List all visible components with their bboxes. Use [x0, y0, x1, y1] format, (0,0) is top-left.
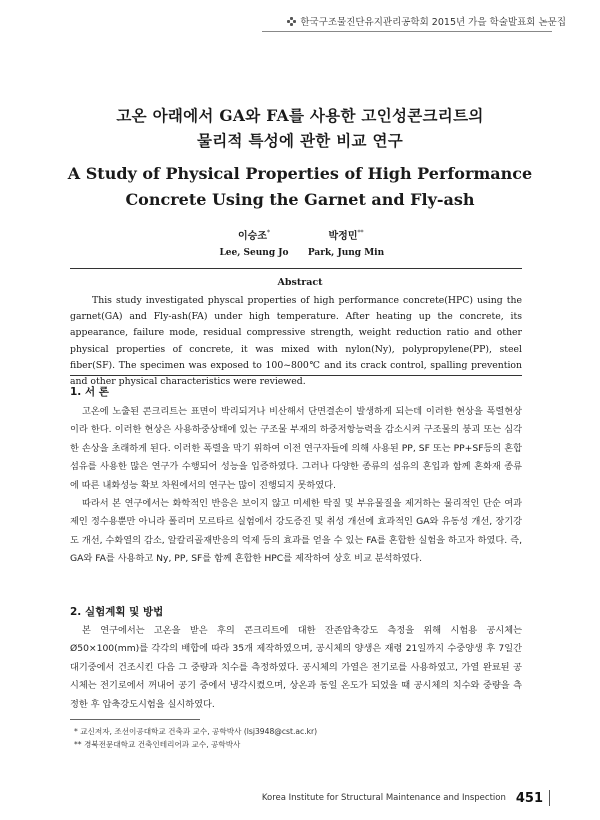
footer-bar [549, 790, 550, 806]
title-en-line: Concrete Using the Garnet and Fly-ash [125, 190, 475, 209]
author-name-ko: 이승조 [238, 231, 267, 242]
abstract-text: This study investigated physcal properties of high performance concrete(HPC) using the garnet(GA) and Fly-ash(FA) under high temperature. After heating up the concrete, its appearance, failure mode, residual compressive strength, weight reduction ratio and other physical properties of concrete, it was mixed with nylon(Ny), polypropylene(PP), steel fiber(SF). The specimen was exposed to 100~800℃ and its crack control, spalling prevention and other physical characteristics were reviewed. [70, 295, 522, 388]
divider [70, 375, 522, 376]
title-ko-line: 물리적 특성에 관한 비교 연구 [196, 131, 404, 150]
running-header [287, 14, 566, 28]
author [208, 227, 300, 258]
header-text: 한국구조물진단유지관리공학회 2015년 가을 학술발표회 논문집 [300, 17, 566, 28]
title-english [0, 161, 600, 213]
author-name-ko: 박정민 [328, 231, 358, 242]
footnote: ** 경북전문대학교 건축인테리어과 교수, 공학박사 [74, 740, 241, 749]
body-paragraph: 따라서 본 연구에서는 화학적인 반응은 보이지 않고 미세한 탁질 및 부유물질을 제거하는 물리적인 단순 여과제인 정수용뿐만 아니라 폴리머 모르타르 실험에서 강도증진 및 취성 개선에 효과적인 GA와 유동성 개선, 장기강도 개선, 수화열의 감소, 알칼리골재반응의 억제 등의 효과를 얻을 수 있는 FA를 혼합한 실험을 하고자 하였다. 즉, GA와 FA를 사용하고 Ny, PP, SF를 함께 혼합한 HPC를 제작하여 상호 비교 분석하였다. [70, 498, 522, 565]
page-number: 451 [515, 790, 543, 806]
author-name-en: Park, Jung Min [307, 248, 385, 258]
footer-institute: Korea Institute for Structural Maintenance and Inspection [261, 793, 506, 803]
title-ko-line: 고온 아래에서 GA와 FA를 사용한 고인성콘크리트의 [116, 106, 484, 125]
section-heading: 2. 실험계획 및 방법 [70, 606, 164, 618]
header-logo-icon [287, 17, 296, 26]
header-rule [262, 31, 552, 32]
body-paragraph: 고온에 노출된 콘크리트는 표면이 박리되거나 비산해서 단면결손이 발생하게 되는데 이러한 현상을 폭렬현상이라 한다. 이러한 현상은 사용하중상태에 있는 구조물 부재의 하중저항능력을 감소시켜 구조물의 붕괴 또는 심각한 손상을 초래하게 된다. 이러한 폭렬을 막기 위하여 이전 연구자들에 의해 사용된 PP, SF 또는 PP+SF등의 혼합섬유를 사용한 많은 연구가 수행되어 성능을 입증하였다. 그러나 다양한 종류의 섬유의 혼입과 함께 혼화재 종류에 따른 내화성능 확보 차원에서의 연구는 많이 진행되지 못하였다. [70, 406, 522, 491]
title-korean [0, 103, 600, 153]
abstract-heading: Abstract [277, 277, 323, 288]
footnote: * 교신저자, 조선이공대학교 건축과 교수, 공학박사 (lsj3948@cst.ac.kr) [74, 727, 318, 736]
author-block [0, 227, 600, 258]
footnote-rule [70, 719, 200, 720]
author-mark: * [266, 229, 270, 237]
page-footer [262, 790, 550, 806]
section-heading: 1. 서 론 [70, 386, 109, 398]
title-en-line: A Study of Physical Properties of High Performance [67, 164, 533, 183]
author [300, 227, 392, 258]
author-name-en: Lee, Seung Jo [219, 248, 289, 258]
body-paragraph: 본 연구에서는 고온을 받은 후의 콘크리트에 대한 잔존압축강도 측정을 위해 시험용 공시체는 Ø50×100(mm)를 각각의 배합에 따라 35개 제작하였으며, 공시체의 양생은 재령 21일까지 수중양생 후 7일간 대기중에서 건조시킨 다음 그 중량과 치수를 측정하였다. 공시체의 가열은 전기로를 사용하였고, 가열 완료된 공시체는 전기로에서 꺼내어 공기 중에서 냉각시켰으며, 상온과 동일 온도가 되었을 때 공시체의 치수와 중량을 측정한 후 압축강도시험을 실시하였다. [70, 625, 522, 710]
author-mark: ** [357, 229, 364, 237]
divider [70, 268, 522, 269]
